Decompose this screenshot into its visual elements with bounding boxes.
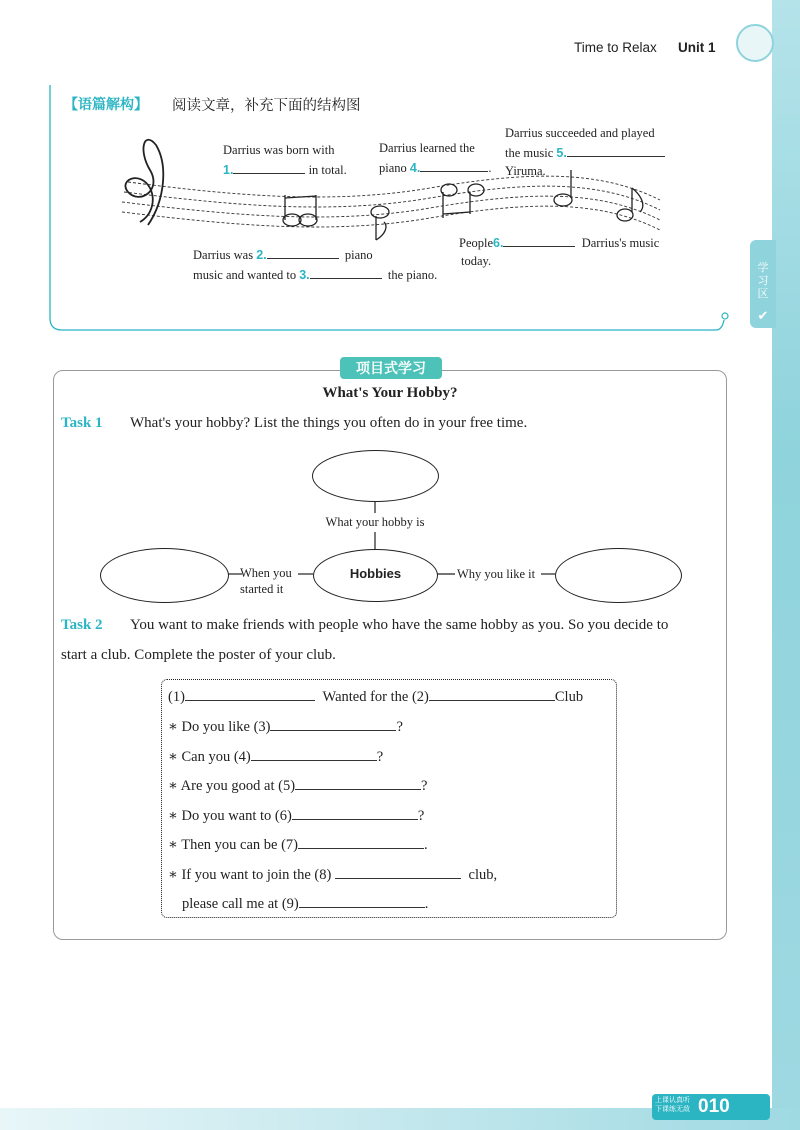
poster-row-2: ∗ Do you like (3) ? (168, 716, 403, 736)
top-branch-label: What your hobby is (325, 515, 425, 529)
task1-text: What's your hobby? List the things you often do in your free time. (130, 415, 528, 431)
blank-poster-3[interactable] (270, 716, 396, 731)
item-2-3: Darrius was 2. piano music and wanted to 3. the piano. (193, 244, 437, 284)
structure-instruction: 阅读文章，补充下面的结构图 (172, 98, 361, 114)
hobbies-center-label: Hobbies (349, 566, 402, 581)
poster-row-4: ∗ Are you good at (5) ? (168, 775, 427, 795)
unit-title: Time to Relax (574, 40, 657, 55)
task2-label: Task 2 (61, 617, 103, 633)
poster-row-7: ∗ If you want to join the (8) club, (168, 864, 497, 884)
task2-text-line1: You want to make friends with people who have the same hobby as you. So you decide to (130, 617, 669, 633)
task1-label: Task 1 (61, 415, 103, 431)
blank-poster-2[interactable] (429, 686, 555, 701)
structure-tag: 【语篇解构】 (64, 96, 148, 112)
item-5: Darrius succeeded and played the music 5. Yiruma. (505, 124, 665, 180)
hobby-top-ellipse[interactable] (312, 450, 439, 502)
left-branch-label: When you started it (240, 566, 292, 596)
project-badge: 项目式学习 (340, 357, 442, 379)
blank-poster-6[interactable] (292, 805, 418, 820)
item-4: Darrius learned the piano 4. . (379, 141, 492, 175)
task2-text-line2: start a club. Complete the poster of your club. (61, 647, 336, 663)
item-1: Darrius was born with 1. in total. (223, 143, 347, 177)
hobby-right-ellipse[interactable] (555, 548, 682, 603)
blank-poster-5[interactable] (295, 775, 421, 790)
project-title: What's Your Hobby? (322, 385, 458, 401)
blank-poster-4[interactable] (251, 746, 377, 761)
side-tab-label: 学习区 (757, 262, 769, 300)
poster-row-8: please call me at (9) . (182, 893, 428, 913)
right-branch-label: Why you like it (457, 567, 536, 581)
poster-row-6: ∗ Then you can be (7) . (168, 834, 428, 854)
poster-row-3: ∗ Can you (4) ? (168, 746, 383, 766)
blank-poster-9[interactable] (299, 893, 425, 908)
blank-poster-8[interactable] (335, 864, 461, 879)
page-number: 010 (698, 1096, 730, 1117)
blank-poster-7[interactable] (298, 834, 424, 849)
hobby-left-ellipse[interactable] (100, 548, 229, 603)
poster-row-5: ∗ Do you want to (6) ? (168, 805, 424, 825)
item-6: People6. Darrius's music today. (459, 232, 659, 270)
page-badge-caption: 上课认真听 下课练无敌 (655, 1097, 690, 1113)
blank-poster-1[interactable] (185, 686, 315, 701)
unit-label: Unit 1 (678, 40, 716, 55)
poster-row-1: (1) Wanted for the (2) Club (168, 686, 583, 706)
side-tab-check-icon: ✔ (757, 308, 769, 323)
